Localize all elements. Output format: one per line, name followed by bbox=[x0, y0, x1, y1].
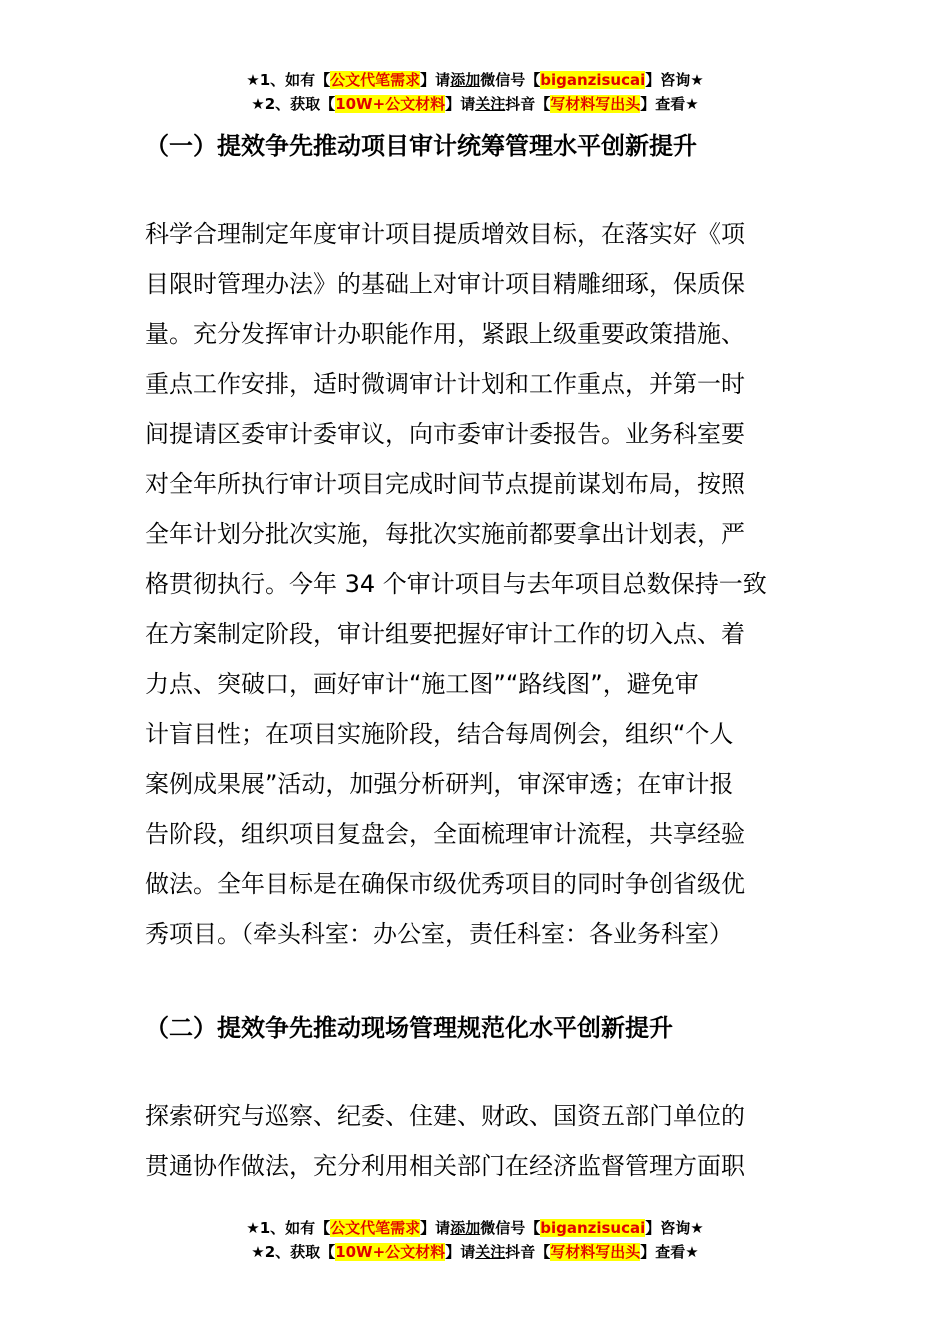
document-body bbox=[145, 127, 810, 1191]
promo-line-2: ★2、获取【10W+公文材料】请关注抖音【写材料写出头】查看★ bbox=[251, 1243, 699, 1261]
promo-banner-bottom bbox=[0, 1216, 950, 1264]
paragraph-line: 重点工作安排，适时微调审计计划和工作重点，并第一时 bbox=[145, 370, 745, 398]
paragraph-line: 秀项目。（牵头科室：办公室，责任科室：各业务科室） bbox=[145, 920, 733, 948]
paragraph-line: 做法。全年目标是在确保市级优秀项目的同时争创省级优 bbox=[145, 870, 745, 898]
paragraph-line: 计盲目性；在项目实施阶段，结合每周例会，组织“个人 bbox=[145, 720, 734, 748]
paragraph-line: 告阶段，组织项目复盘会，全面梳理审计流程，共享经验 bbox=[145, 820, 745, 848]
paragraph-line: 贯通协作做法，充分利用相关部门在经济监督管理方面职 bbox=[145, 1152, 745, 1180]
paragraph-line: 科学合理制定年度审计项目提质增效目标，在落实好《项 bbox=[145, 220, 745, 248]
paragraph-line: 格贯彻执行。今年 34 个审计项目与去年项目总数保持一致 bbox=[145, 570, 767, 598]
section-paragraph-1 bbox=[145, 209, 810, 959]
section-heading-1: （一）提效争先推动项目审计统筹管理水平创新提升 bbox=[145, 132, 697, 160]
paragraph-line: 对全年所执行审计项目完成时间节点提前谋划布局，按照 bbox=[145, 470, 745, 498]
promo-line-1: ★1、如有【公文代笔需求】请添加微信号【biganzisucai】咨询★ bbox=[246, 71, 704, 89]
paragraph-line: 目限时管理办法》的基础上对审计项目精雕细琢，保质保 bbox=[145, 270, 745, 298]
paragraph-line: 案例成果展”活动，加强分析研判，审深审透；在审计报 bbox=[145, 770, 734, 798]
promo-banner-top bbox=[0, 68, 950, 116]
promo-line-1: ★1、如有【公文代笔需求】请添加微信号【biganzisucai】咨询★ bbox=[246, 1219, 704, 1237]
section-paragraph-2 bbox=[145, 1091, 810, 1191]
paragraph-line: 全年计划分批次实施，每批次实施前都要拿出计划表，严 bbox=[145, 520, 745, 548]
paragraph-line: 间提请区委审计委审议，向市委审计委报告。业务科室要 bbox=[145, 420, 745, 448]
promo-line-2: ★2、获取【10W+公文材料】请关注抖音【写材料写出头】查看★ bbox=[251, 95, 699, 113]
paragraph-line: 量。充分发挥审计办职能作用，紧跟上级重要政策措施、 bbox=[145, 320, 745, 348]
paragraph-line: 在方案制定阶段，审计组要把握好审计工作的切入点、着 bbox=[145, 620, 745, 648]
section-heading-2: （二）提效争先推动现场管理规范化水平创新提升 bbox=[145, 1014, 673, 1042]
paragraph-line: 探索研究与巡察、纪委、住建、财政、国资五部门单位的 bbox=[145, 1102, 745, 1130]
paragraph-line: 力点、突破口，画好审计“施工图”“路线图”，避免审 bbox=[145, 670, 699, 698]
